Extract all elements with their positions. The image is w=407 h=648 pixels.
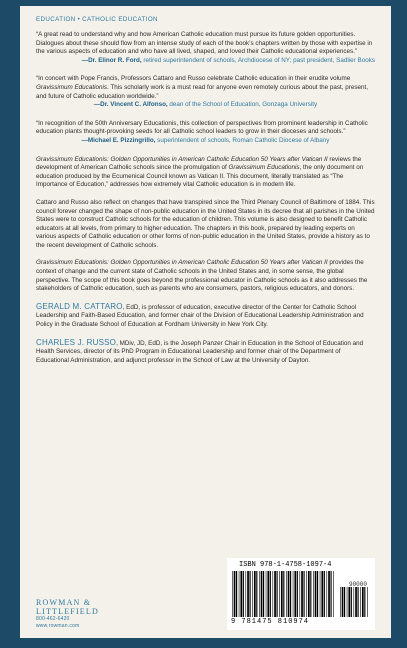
author-bio-text: , MDiv, JD, EdD, is the Joseph Panzer Chair in Education in the School of Education and Health Services, director of its PhD Program in Educational Leadership and former chair of the Department of Educational Administration, and adjunct professor in the School of Law at the University of Dayton. — [36, 339, 364, 364]
isbn-label: ISBN 978-1-4758-1097-4 — [239, 561, 332, 569]
endorser-role: superintendent of schools, Roman Catholic Diocese of Albany — [157, 136, 330, 144]
endorser-name: —Dr. Elinor R. Ford, — [81, 56, 142, 64]
endorsement-attribution — [36, 57, 375, 66]
price-addon — [339, 577, 369, 617]
barcode-bars — [231, 571, 371, 617]
description-paragraph-2: Cattaro and Russo also reflect on changes that have transpired since the Third Plenary Council of Baltimore of 1884. This council forever changed the shape of non-public education in the United States in its decree that all parishes in the United States were to construct Catholic schools for the education of children. This volume is also designed to benefit Catholic educators at all levels, from primary to higher education. The chapters in this book, prepared by leading experts on various aspects of Catholic education or other forms of non-public education in the United States, provide a history as to the recent development of Catholic schools. — [36, 198, 375, 249]
category-secondary: CATHOLIC EDUCATION — [82, 16, 158, 23]
content-panel — [20, 6, 391, 638]
book-title-italic: Gravissimum Educationis — [228, 164, 300, 172]
endorsement-text — [36, 75, 375, 101]
category-line — [36, 16, 375, 23]
barcode-digits: 9 781475 810974 — [231, 618, 310, 626]
endorser-name: —Michael E. Pizzingrillo, — [81, 136, 156, 144]
cover-footer — [36, 556, 375, 630]
publisher-url: www.rowman.com — [36, 623, 80, 629]
price-code: 90000 — [348, 581, 367, 588]
publisher-name-line1: ROWMAN & — [36, 598, 92, 607]
author-name: CHARLES J. RUSSO — [36, 337, 117, 347]
endorsement-text-part: “In concert with Pope Francis, Professors Cattaro and Russo celebrate Catholic education in their erudite volume — [36, 75, 351, 83]
description-text: provides the context of change and the current state of Catholic schools in the United States and, in some sense, the global perspective. The scope of this book goes beyond the professional educator in Catholic schools as it also addresses the stakeholders of Catholic education, such as parents who are consumers, pastors, religious educators, and donors. — [36, 259, 368, 293]
publisher-name-line2: LITTLEFIELD — [36, 607, 99, 616]
description-paragraph-1 — [36, 156, 375, 190]
endorsement-attribution — [36, 101, 375, 110]
ean-barcode-graphic — [231, 571, 335, 617]
barcode — [227, 558, 375, 630]
endorsement-attribution — [36, 137, 375, 146]
book-title-italic: Gravissimum Educationis — [36, 83, 108, 91]
author-bio-text: , EdD, is professor of education, executive director of the Center for Catholic School Leadership and Faith-Based Education, and former chair of the Division of Educational Leadership Administration and Policy in the Graduate School of Education at Fordham University in New York City. — [36, 303, 364, 329]
author-bio-1 — [36, 303, 375, 330]
description-text: reviews the development of American Catholic schools since the promulgation of — [36, 155, 362, 172]
author-bio-2 — [36, 339, 375, 366]
endorsement-3 — [36, 120, 375, 146]
endorser-name: —Dr. Vincent C. Alfonso, — [93, 101, 168, 109]
description-paragraph-3 — [36, 259, 375, 293]
endorser-role: dean of the School of Education, Gonzaga University — [169, 101, 318, 109]
book-title-italic: Gravissimum Educationis: Golden Opportunities in American Catholic Education 50 Years after Vatican II — [36, 259, 328, 267]
publisher-phone: 800-462-6420 — [36, 616, 70, 622]
book-title-italic: Gravissimum Educationis: Golden Opportunities in American Catholic Education 50 Years after Vatican II — [36, 155, 328, 163]
category-primary: EDUCATION — [36, 16, 76, 23]
author-name: GERALD M. CATTARO — [36, 301, 123, 311]
endorsement-text-part: . This scholarly work is a must read for anyone even remotely curious about the past, present, and future of Catholic education worldwide.” — [36, 83, 369, 100]
publisher-logo — [36, 598, 99, 630]
endorsement-text: “In recognition of the 50th Anniversary Educationis, this collection of perspectives from prominent leadership in Catholic education plants thought-provoking seeds for all Catholic school leaders to grow in their dioceses and schools.” — [36, 119, 368, 136]
endorsement-1 — [36, 31, 375, 65]
endorsement-2 — [36, 75, 375, 109]
endorser-role: retired superintendent of schools, Archdiocese of NY; past president, Sadlier Books — [143, 56, 375, 64]
bullet-icon: • — [77, 16, 81, 23]
description-text: , the only document on education produced by the Ecumenical Council known as Vatican II. This document, literally translated as “The Importance of Education,” addresses how extremely vital Catholic education is in modern life. — [36, 164, 364, 189]
endorsement-text: “A great read to understand why and how American Catholic education must pursue its future golden opportunities. Dialogues about these should flow from an intense study of each of the book’s chapters written by those with expertise in the various aspects of education and who have all lived, shaped, and loved their Catholic educational experiences.” — [36, 31, 373, 56]
